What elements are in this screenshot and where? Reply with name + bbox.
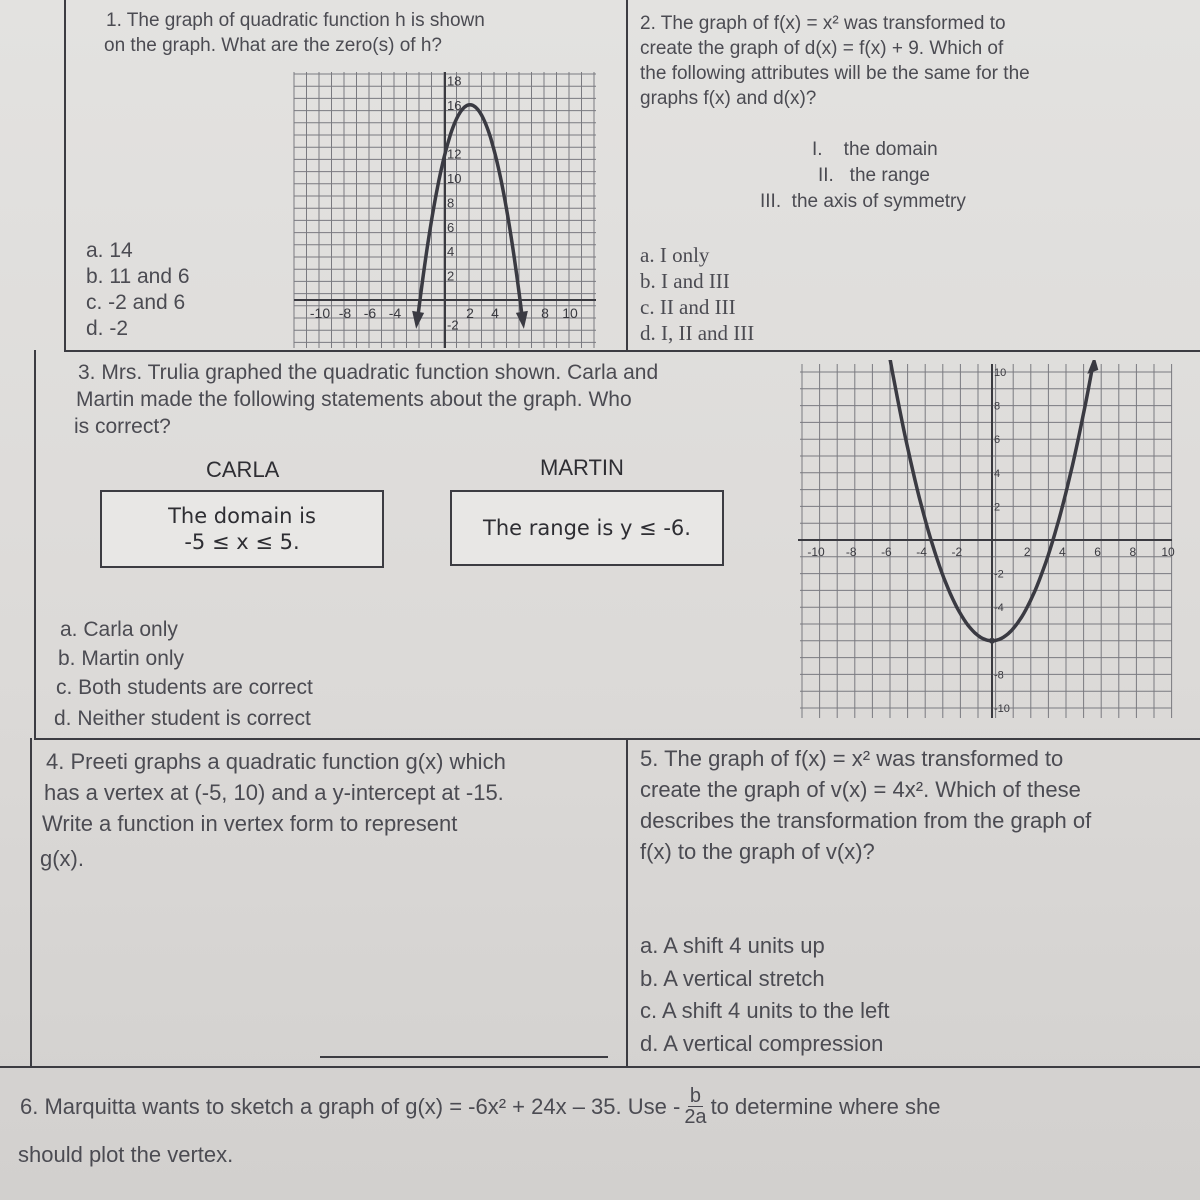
carla-statement-line2: -5 ≤ x ≤ 5. (184, 530, 300, 554)
q5-choice-b[interactable]: b. A vertical stretch (640, 966, 825, 991)
q1-choice-d[interactable]: d. -2 (86, 317, 129, 340)
q5-choice-d[interactable]: d. A vertical compression (640, 1031, 884, 1056)
q2-attribute-2: II. the range (818, 165, 930, 186)
q3-y-tick-label: 2 (994, 501, 1001, 514)
q1-x-tick-label: -6 (363, 305, 377, 321)
q1-y-tick-label: 4 (447, 244, 455, 260)
q1-x-tick-label: 10 (562, 305, 578, 321)
q3-prompt-line3: is correct? (74, 415, 171, 438)
martin-statement-box (450, 490, 724, 566)
q2-prompt-line3: the following attributes will be the same for the (640, 63, 1030, 84)
q1-choice-b[interactable]: b. 11 and 6 (86, 265, 190, 288)
q1-x-tick-label: -4 (388, 305, 402, 321)
q3-x-tick-label: -10 (807, 545, 825, 559)
divider-row3-bottom (0, 1066, 1200, 1068)
q1-y-tick-label: -2 (447, 317, 459, 333)
q3-y-tick-label: 6 (994, 434, 1001, 447)
q3-choice-d[interactable]: d. Neither student is correct (54, 707, 311, 730)
q3-y-tick-label: -4 (994, 602, 1004, 615)
q1-y-tick-label: 6 (447, 219, 455, 235)
q1-x-tick-label: 2 (466, 305, 474, 321)
q6-fraction (684, 1086, 706, 1127)
q3-parabola (871, 360, 1093, 641)
q1-arrow-left (412, 311, 424, 329)
divider-left-edge-row1 (64, 0, 66, 352)
q2-choice-d[interactable]: d. I, II and III (640, 321, 755, 345)
q6-fraction-numerator: b (689, 1085, 701, 1107)
q3-graph (796, 360, 1176, 722)
q6-prompt-line2: should plot the vertex. (18, 1142, 234, 1167)
q1-x-tick-label: 8 (541, 305, 549, 321)
q1-choice-a[interactable]: a. 14 (86, 239, 133, 262)
q3-x-tick-label: -4 (916, 545, 927, 559)
divider-left-edge-row3 (30, 738, 32, 1068)
q3-vertex-point (989, 638, 995, 644)
q1-prompt-line2: on the graph. What are the zero(s) of h? (104, 35, 442, 56)
q4-prompt-line3: Write a function in vertex form to represent (42, 811, 458, 836)
q3-x-tick-label: 8 (1129, 545, 1137, 559)
q3-x-tick-label: 4 (1059, 545, 1066, 559)
q5-prompt-line4: f(x) to the graph of v(x)? (640, 839, 875, 864)
q6-fraction-denominator: 2a (684, 1106, 707, 1128)
q3-x-tick-label: -6 (881, 545, 892, 559)
q5-prompt-line3: describes the transformation from the graph of (640, 808, 1092, 833)
q1-prompt-line1: 1. The graph of quadratic function h is shown (106, 10, 485, 31)
q2-prompt-line4: graphs f(x) and d(x)? (640, 88, 817, 109)
q6-prompt-part1: 6. Marquitta wants to sketch a graph of g(x) = -6x² + 24x – 35. Use - (20, 1094, 681, 1119)
q5-prompt-line2: create the graph of v(x) = 4x². Which of these (640, 777, 1081, 802)
q3-x-tick-label: -2 (951, 545, 963, 559)
q3-prompt-line1: 3. Mrs. Trulia graphed the quadratic function shown. Carla and (78, 361, 659, 384)
carla-statement-box (100, 490, 384, 568)
q1-x-tick-label: 4 (491, 305, 499, 321)
q3-choice-b[interactable]: b. Martin only (58, 647, 185, 670)
q5-choice-c[interactable]: c. A shift 4 units to the left (640, 998, 890, 1023)
q1-x-tick-label: -8 (338, 305, 352, 321)
q5-prompt-line1: 5. The graph of f(x) = x² was transformed to (640, 746, 1064, 771)
q1-y-tick-label: 12 (447, 146, 462, 162)
q4-prompt-line1: 4. Preeti graphs a quadratic function g(x) which (46, 749, 506, 774)
q4-prompt-line4: g(x). (40, 846, 84, 871)
q3-y-tick-label: 4 (994, 467, 1001, 480)
divider-top-vertical (626, 0, 628, 352)
q2-choice-b[interactable]: b. I and III (640, 269, 730, 293)
q1-y-tick-label: 16 (447, 97, 462, 113)
q2-attribute-1: I. the domain (812, 139, 938, 160)
q4-answer-line[interactable] (320, 1056, 608, 1058)
q1-y-tick-label: 2 (447, 268, 455, 284)
q3-axes (798, 364, 1172, 718)
q1-x-tick-label: -10 (309, 305, 331, 321)
q2-choice-a[interactable]: a. I only (640, 243, 710, 267)
q3-y-tick-label: 10 (994, 367, 1007, 379)
q3-x-tick-label: 2 (1023, 545, 1031, 559)
q2-choice-c[interactable]: c. II and III (640, 295, 736, 319)
q1-y-tick-label: 18 (447, 73, 462, 89)
q3-prompt-line2: Martin made the following statements about the graph. Who (76, 388, 632, 411)
divider-left-edge-row2 (34, 350, 36, 740)
divider-mid-vertical (626, 738, 628, 1068)
q6-prompt-line1 (20, 1086, 940, 1127)
q2-prompt-line2: create the graph of d(x) = f(x) + 9. Which of (640, 38, 1004, 59)
divider-row2-bottom (34, 738, 1200, 740)
divider-row1-bottom (64, 350, 1200, 352)
q1-graph (290, 68, 600, 350)
q4-prompt-line2: has a vertex at (-5, 10) and a y-intercept at -15. (44, 780, 504, 805)
q3-y-tick-label: -8 (994, 669, 1004, 682)
q1-y-tick-label: 10 (447, 171, 462, 186)
q1-choice-c[interactable]: c. -2 and 6 (86, 291, 186, 314)
q2-prompt-line1: 2. The graph of f(x) = x² was transformed to (640, 13, 1006, 34)
q3-x-tick-label: -8 (845, 545, 857, 559)
q5-choice-a[interactable]: a. A shift 4 units up (640, 933, 825, 958)
q3-choice-a[interactable]: a. Carla only (60, 618, 178, 641)
q3-x-tick-label: 6 (1094, 545, 1101, 559)
q3-choice-c[interactable]: c. Both students are correct (56, 676, 313, 699)
q3-x-tick-label: 10 (1161, 545, 1175, 559)
q1-y-tick-label: 8 (447, 195, 455, 211)
martin-statement: The range is y ≤ -6. (483, 516, 691, 540)
carla-statement-line1: The domain is (168, 504, 316, 528)
q3-y-tick-label: 8 (994, 400, 1001, 413)
q3-y-tick-label: -2 (994, 568, 1004, 581)
q3-y-tick-label: -10 (994, 703, 1010, 715)
q1-arrow-right (516, 311, 528, 329)
q6-prompt-part2: to determine where she (710, 1094, 941, 1119)
q2-attribute-3: III. the axis of symmetry (760, 191, 966, 212)
martin-label: MARTIN (540, 455, 624, 480)
carla-label: CARLA (206, 457, 280, 482)
